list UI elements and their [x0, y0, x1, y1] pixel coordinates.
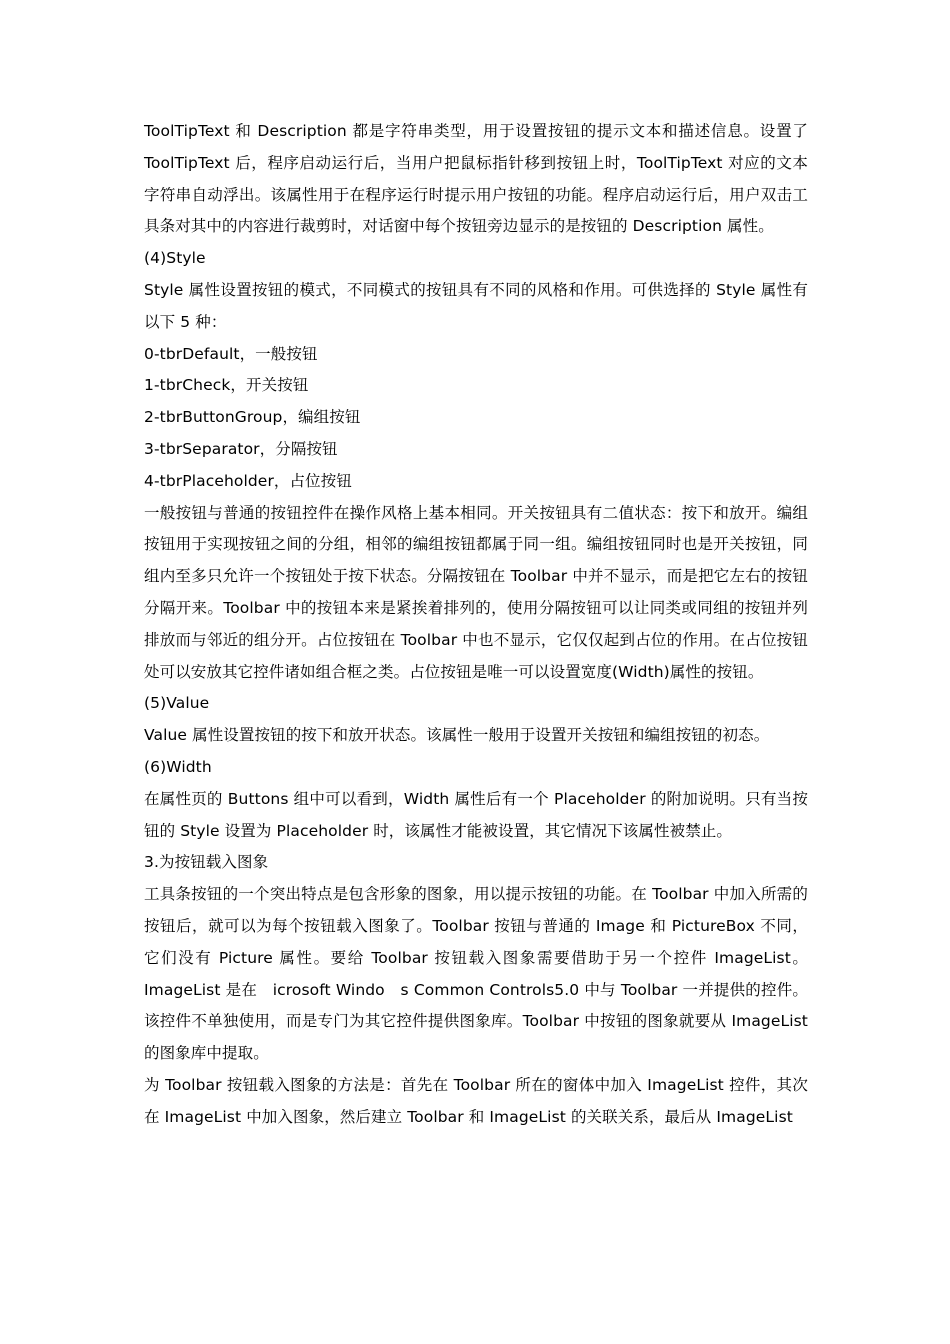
list-item-tbrplaceholder: 4-tbrPlaceholder，占位按钮	[144, 471, 352, 490]
paragraph-imagelist: 工具条按钮的一个突出特点是包含形象的图象，用以提示按钮的功能。在 Toolbar 中加入所需的按钮后，就可以为每个按钮载入图象了。Toolbar 按钮与普通的 Image 和 PictureBox 不同，它们没有 Picture 属性。要给 Toolbar 按钮载入图象需要借助于另一个控件 ImageList。ImageList 是在 icrosoft Windo s Common Controls5.0 中与 Toolbar 一并提供的控件。该控件不单独使用，而是专门为其它控件提供图象库。Toolbar 中按钮的图象就要从 ImageList 的图象库中提取。	[144, 885, 808, 1063]
paragraph-load-method: 为 Toolbar 按钮载入图象的方法是：首先在 Toolbar 所在的窗体中加入 ImageList 控件，其次在 ImageList 中加入图象，然后建立 Toolbar 和 ImageList 的关联关系，最后从 ImageList	[144, 1075, 808, 1126]
list-item-tbrcheck: 1-tbrCheck，开关按钮	[144, 376, 309, 395]
heading-load-images: 3.为按钮载入图象	[144, 853, 269, 872]
list-item-tbrbuttongroup: 2-tbrButtonGroup，编组按钮	[144, 408, 361, 427]
paragraph-width: 在属性页的 Buttons 组中可以看到，Width 属性后有一个 Placeholder 的附加说明。只有当按钮的 Style 设置为 Placeholder 时，该属性才能被设置，其它情况下该属性被禁止。	[144, 789, 808, 840]
paragraph-value: Value 属性设置按钮的按下和放开状态。该属性一般用于设置开关按钮和编组按钮的初态。	[144, 726, 770, 745]
list-item-tbrseparator: 3-tbrSeparator，分隔按钮	[144, 439, 338, 458]
paragraph-button-types: 一般按钮与普通的按钮控件在操作风格上基本相同。开关按钮具有二值状态：按下和放开。编组按钮用于实现按钮之间的分组，相邻的编组按钮都属于同一组。编组按钮同时也是开关按钮，同组内至多只允许一个按钮处于按下状态。分隔按钮在 Toolbar 中并不显示，而是把它左右的按钮分隔开来。Toolbar 中的按钮本来是紧挨着排列的，使用分隔按钮可以让同类或同组的按钮并列排放而与邻近的组分开。占位按钮在 Toolbar 中也不显示，它仅仅起到占位的作用。在占位按钮处可以安放其它控件诸如组合框之类。占位按钮是唯一可以设置宽度(Width)属性的按钮。	[144, 503, 808, 681]
list-item-tbrdefault: 0-tbrDefault，一般按钮	[144, 344, 318, 363]
heading-width: (6)Width	[144, 757, 212, 776]
heading-style: (4)Style	[144, 249, 206, 268]
paragraph-tooltiptext: ToolTipText 和 Description 都是字符串类型，用于设置按钮的提示文本和描述信息。设置了 ToolTipText 后，程序启动运行后，当用户把鼠标指针移到按钮上时，ToolTipText 对应的文本字符串自动浮出。该属性用于在程序运行时提示用户按钮的功能。程序启动运行后，用户双击工具条对其中的内容进行裁剪时，对话窗中每个按钮旁边显示的是按钮的 Description 属性。	[144, 122, 808, 236]
heading-value: (5)Value	[144, 694, 210, 713]
paragraph-style-intro: Style 属性设置按钮的模式，不同模式的按钮具有不同的风格和作用。可供选择的 Style 属性有以下 5 种：	[144, 280, 808, 331]
document-body	[144, 116, 808, 1134]
